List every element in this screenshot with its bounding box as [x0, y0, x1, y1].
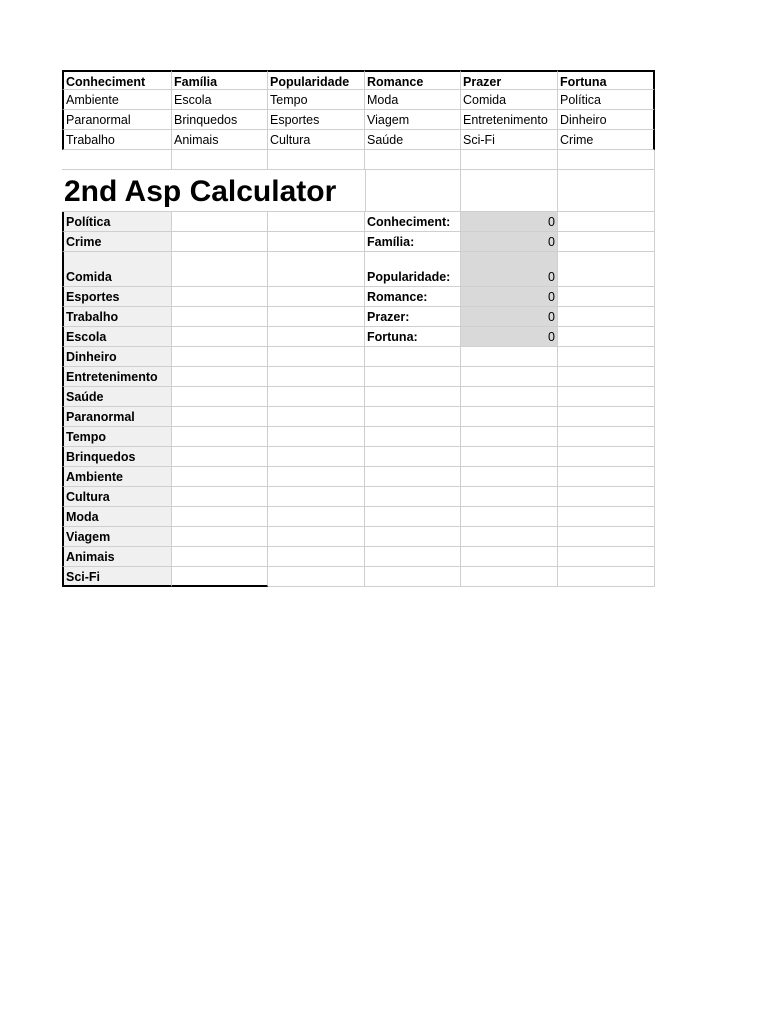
table-cell[interactable]: Viagem [365, 110, 461, 130]
item-label[interactable]: Esportes [62, 287, 172, 307]
input-cell[interactable] [268, 447, 365, 467]
empty-cell[interactable] [172, 150, 268, 170]
calc-row [62, 212, 655, 232]
input-cell[interactable] [172, 567, 268, 587]
empty-cell[interactable] [365, 507, 461, 527]
empty-cell[interactable] [461, 547, 558, 567]
table-cell[interactable]: Política [558, 90, 655, 110]
empty-cell[interactable] [461, 367, 558, 387]
table-cell[interactable]: Escola [172, 90, 268, 110]
empty-cell[interactable] [558, 447, 655, 467]
empty-cell[interactable] [461, 387, 558, 407]
input-cell[interactable] [268, 427, 365, 447]
empty-cell[interactable] [558, 307, 655, 327]
empty-cell[interactable] [365, 347, 461, 367]
empty-cell[interactable] [365, 547, 461, 567]
input-cell[interactable] [172, 327, 268, 347]
input-cell[interactable] [172, 467, 268, 487]
input-cell[interactable] [172, 507, 268, 527]
table-cell[interactable]: Entretenimento [461, 110, 558, 130]
input-cell[interactable] [172, 367, 268, 387]
empty-cell[interactable] [558, 347, 655, 367]
item-label[interactable]: Trabalho [62, 307, 172, 327]
item-label[interactable]: Paranormal [62, 407, 172, 427]
input-cell[interactable] [268, 212, 365, 232]
item-label[interactable]: Tempo [62, 427, 172, 447]
item-label[interactable]: Viagem [62, 527, 172, 547]
header-cell[interactable]: Popularidade [268, 70, 365, 90]
item-label[interactable]: Ambiente [62, 467, 172, 487]
empty-cell[interactable] [558, 367, 655, 387]
empty-cell[interactable] [365, 427, 461, 447]
item-label[interactable]: Moda [62, 507, 172, 527]
calc-row [62, 252, 655, 287]
input-cell[interactable] [268, 527, 365, 547]
input-cell[interactable] [172, 447, 268, 467]
item-label[interactable]: Brinquedos [62, 447, 172, 467]
input-cell[interactable] [172, 307, 268, 327]
item-label[interactable]: Política [62, 212, 172, 232]
empty-cell[interactable] [365, 150, 461, 170]
empty-cell[interactable] [558, 487, 655, 507]
empty-cell[interactable] [365, 567, 461, 587]
input-cell[interactable] [172, 487, 268, 507]
input-cell[interactable] [268, 252, 365, 287]
empty-cell[interactable] [365, 527, 461, 547]
table-cell[interactable]: Cultura [268, 130, 365, 150]
calc-row [62, 287, 655, 307]
input-cell[interactable] [172, 407, 268, 427]
item-label[interactable]: Dinheiro [62, 347, 172, 367]
calc-row [62, 407, 655, 427]
calc-row [62, 527, 655, 547]
result-value[interactable]: 0 [461, 232, 558, 252]
empty-cell[interactable] [461, 447, 558, 467]
input-cell[interactable] [268, 407, 365, 427]
calc-row [62, 427, 655, 447]
result-value[interactable]: 0 [461, 252, 558, 287]
empty-cell[interactable] [461, 427, 558, 447]
item-label[interactable]: Comida [62, 252, 172, 287]
input-cell[interactable] [172, 347, 268, 367]
empty-cell[interactable] [365, 447, 461, 467]
header-cell[interactable]: Conheciment [62, 70, 172, 90]
result-label[interactable]: Conheciment: [365, 212, 461, 232]
empty-cell[interactable] [558, 467, 655, 487]
table-cell[interactable]: Saúde [365, 130, 461, 150]
title-cell[interactable] [62, 170, 365, 212]
spreadsheet [62, 70, 655, 587]
table-row [62, 110, 655, 130]
empty-cell[interactable] [558, 287, 655, 307]
table-cell[interactable]: Crime [558, 130, 655, 150]
input-cell[interactable] [172, 427, 268, 447]
empty-cell[interactable] [365, 170, 461, 212]
calc-row [62, 347, 655, 367]
calc-row [62, 387, 655, 407]
result-label[interactable]: Família: [365, 232, 461, 252]
empty-cell[interactable] [558, 387, 655, 407]
input-cell[interactable] [268, 367, 365, 387]
empty-cell[interactable] [365, 367, 461, 387]
empty-cell[interactable] [365, 407, 461, 427]
empty-cell[interactable] [558, 170, 655, 212]
empty-cell[interactable] [558, 427, 655, 447]
input-cell[interactable] [268, 487, 365, 507]
empty-cell[interactable] [558, 527, 655, 547]
calc-row [62, 447, 655, 467]
header-cell[interactable]: Prazer [461, 70, 558, 90]
table-row [62, 130, 655, 150]
table-cell[interactable]: Moda [365, 90, 461, 110]
input-cell[interactable] [268, 327, 365, 347]
table-row [62, 90, 655, 110]
empty-cell[interactable] [558, 252, 655, 287]
calculator-title: 2nd Asp Calculator [64, 175, 337, 208]
input-cell[interactable] [172, 387, 268, 407]
empty-cell[interactable] [461, 467, 558, 487]
header-cell[interactable]: Romance [365, 70, 461, 90]
result-label[interactable]: Fortuna: [365, 327, 461, 347]
empty-cell[interactable] [365, 387, 461, 407]
empty-cell[interactable] [268, 150, 365, 170]
input-cell[interactable] [172, 212, 268, 232]
empty-cell[interactable] [461, 507, 558, 527]
result-value[interactable]: 0 [461, 287, 558, 307]
calc-row [62, 367, 655, 387]
empty-cell[interactable] [558, 507, 655, 527]
empty-cell[interactable] [461, 527, 558, 547]
calc-row [62, 487, 655, 507]
empty-cell[interactable] [461, 170, 558, 212]
result-label[interactable]: Popularidade: [365, 252, 461, 287]
input-cell[interactable] [268, 232, 365, 252]
input-cell[interactable] [172, 287, 268, 307]
empty-cell[interactable] [558, 547, 655, 567]
input-cell[interactable] [172, 527, 268, 547]
empty-cell[interactable] [558, 327, 655, 347]
input-cell[interactable] [268, 567, 365, 587]
item-label[interactable]: Saúde [62, 387, 172, 407]
empty-cell[interactable] [365, 467, 461, 487]
table-cell[interactable]: Comida [461, 90, 558, 110]
header-cell[interactable]: Família [172, 70, 268, 90]
empty-cell[interactable] [461, 567, 558, 587]
calc-row [62, 467, 655, 487]
calc-row [62, 307, 655, 327]
item-label[interactable]: Cultura [62, 487, 172, 507]
table-cell[interactable]: Esportes [268, 110, 365, 130]
calc-row [62, 327, 655, 347]
empty-cell[interactable] [558, 567, 655, 587]
empty-cell[interactable] [558, 150, 655, 170]
empty-row [62, 150, 655, 170]
table-cell[interactable]: Paranormal [62, 110, 172, 130]
empty-cell[interactable] [62, 150, 172, 170]
empty-cell[interactable] [558, 232, 655, 252]
result-value[interactable]: 0 [461, 307, 558, 327]
input-cell[interactable] [268, 307, 365, 327]
input-cell[interactable] [268, 547, 365, 567]
input-cell[interactable] [268, 387, 365, 407]
table-cell[interactable]: Brinquedos [172, 110, 268, 130]
empty-cell[interactable] [558, 407, 655, 427]
table-cell[interactable]: Animais [172, 130, 268, 150]
input-cell[interactable] [268, 287, 365, 307]
result-value[interactable]: 0 [461, 212, 558, 232]
result-value[interactable]: 0 [461, 327, 558, 347]
input-cell[interactable] [172, 252, 268, 287]
item-label[interactable]: Animais [62, 547, 172, 567]
input-cell[interactable] [268, 507, 365, 527]
item-label[interactable]: Crime [62, 232, 172, 252]
title-row [62, 170, 655, 212]
header-row [62, 70, 655, 90]
calc-row [62, 507, 655, 527]
calc-row [62, 547, 655, 567]
empty-cell[interactable] [365, 487, 461, 507]
calc-row [62, 567, 655, 587]
result-label[interactable]: Romance: [365, 287, 461, 307]
empty-cell[interactable] [461, 407, 558, 427]
table-cell[interactable]: Dinheiro [558, 110, 655, 130]
item-label[interactable]: Entretenimento [62, 367, 172, 387]
item-label[interactable]: Escola [62, 327, 172, 347]
input-cell[interactable] [268, 347, 365, 367]
empty-cell[interactable] [461, 347, 558, 367]
empty-cell[interactable] [461, 150, 558, 170]
result-label[interactable]: Prazer: [365, 307, 461, 327]
table-cell[interactable]: Sci-Fi [461, 130, 558, 150]
table-cell[interactable]: Ambiente [62, 90, 172, 110]
table-cell[interactable]: Trabalho [62, 130, 172, 150]
empty-cell[interactable] [461, 487, 558, 507]
calc-row [62, 232, 655, 252]
input-cell[interactable] [172, 547, 268, 567]
input-cell[interactable] [268, 467, 365, 487]
empty-cell[interactable] [558, 212, 655, 232]
input-cell[interactable] [172, 232, 268, 252]
header-cell[interactable]: Fortuna [558, 70, 655, 90]
item-label[interactable]: Sci-Fi [62, 567, 172, 587]
table-cell[interactable]: Tempo [268, 90, 365, 110]
